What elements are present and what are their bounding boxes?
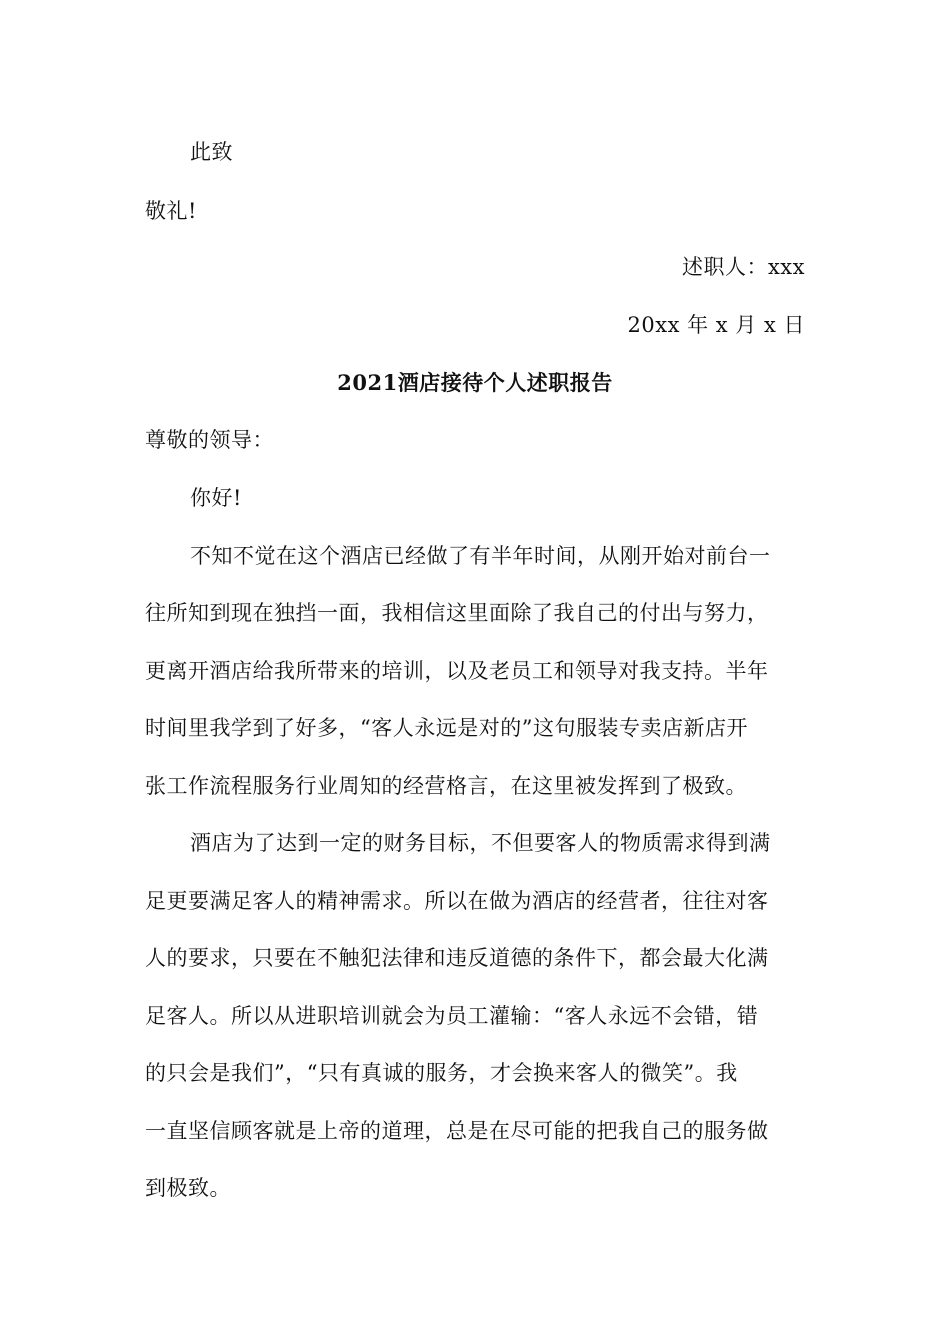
report-title: 2021酒店接待个人述职报告 [337,370,613,395]
paragraph-line: 往所知到现在独挡一面，我相信这里面除了我自己的付出与努力， [145,601,769,625]
paragraph-line: 一直坚信顾客就是上帝的道理，总是在尽可能的把我自己的服务做 [145,1119,769,1143]
paragraph-line: 时间里我学到了好多，“客人永远是对的”这句服装专卖店新店开 [145,716,748,740]
reporter-signature: 述职人：xxx [681,255,805,279]
paragraph-line: 酒店为了达到一定的财务目标，不但要客人的物质需求得到满 [190,831,771,855]
paragraph-line: 足客人。所以从进职培训就会为员工灌输：“客人永远不会错，错 [145,1004,759,1028]
greeting: 你好! [190,486,242,510]
paragraph-line: 更离开酒店给我所带来的培训，以及老员工和领导对我支持。半年 [145,659,769,683]
paragraph-line: 人的要求，只要在不触犯法律和违反道德的条件下，都会最大化满 [145,946,769,970]
closing-salutation: 此致 [190,140,233,164]
report-date: 20xx 年 x 月 x 日 [627,313,805,337]
paragraph-line: 足更要满足客人的精神需求。所以在做为酒店的经营者，往往对客 [145,889,769,913]
addressee: 尊敬的领导： [145,428,274,452]
paragraph-line: 到极致。 [145,1176,231,1200]
paragraph-line: 张工作流程服务行业周知的经营格言，在这里被发挥到了极致。 [145,774,747,798]
paragraph-line: 的只会是我们”，“只有真诚的服务，才会换来客人的微笑”。我 [145,1061,738,1085]
paragraph-line: 不知不觉在这个酒店已经做了有半年时间，从刚开始对前台一 [190,544,771,568]
closing-regards: 敬礼! [145,199,197,223]
